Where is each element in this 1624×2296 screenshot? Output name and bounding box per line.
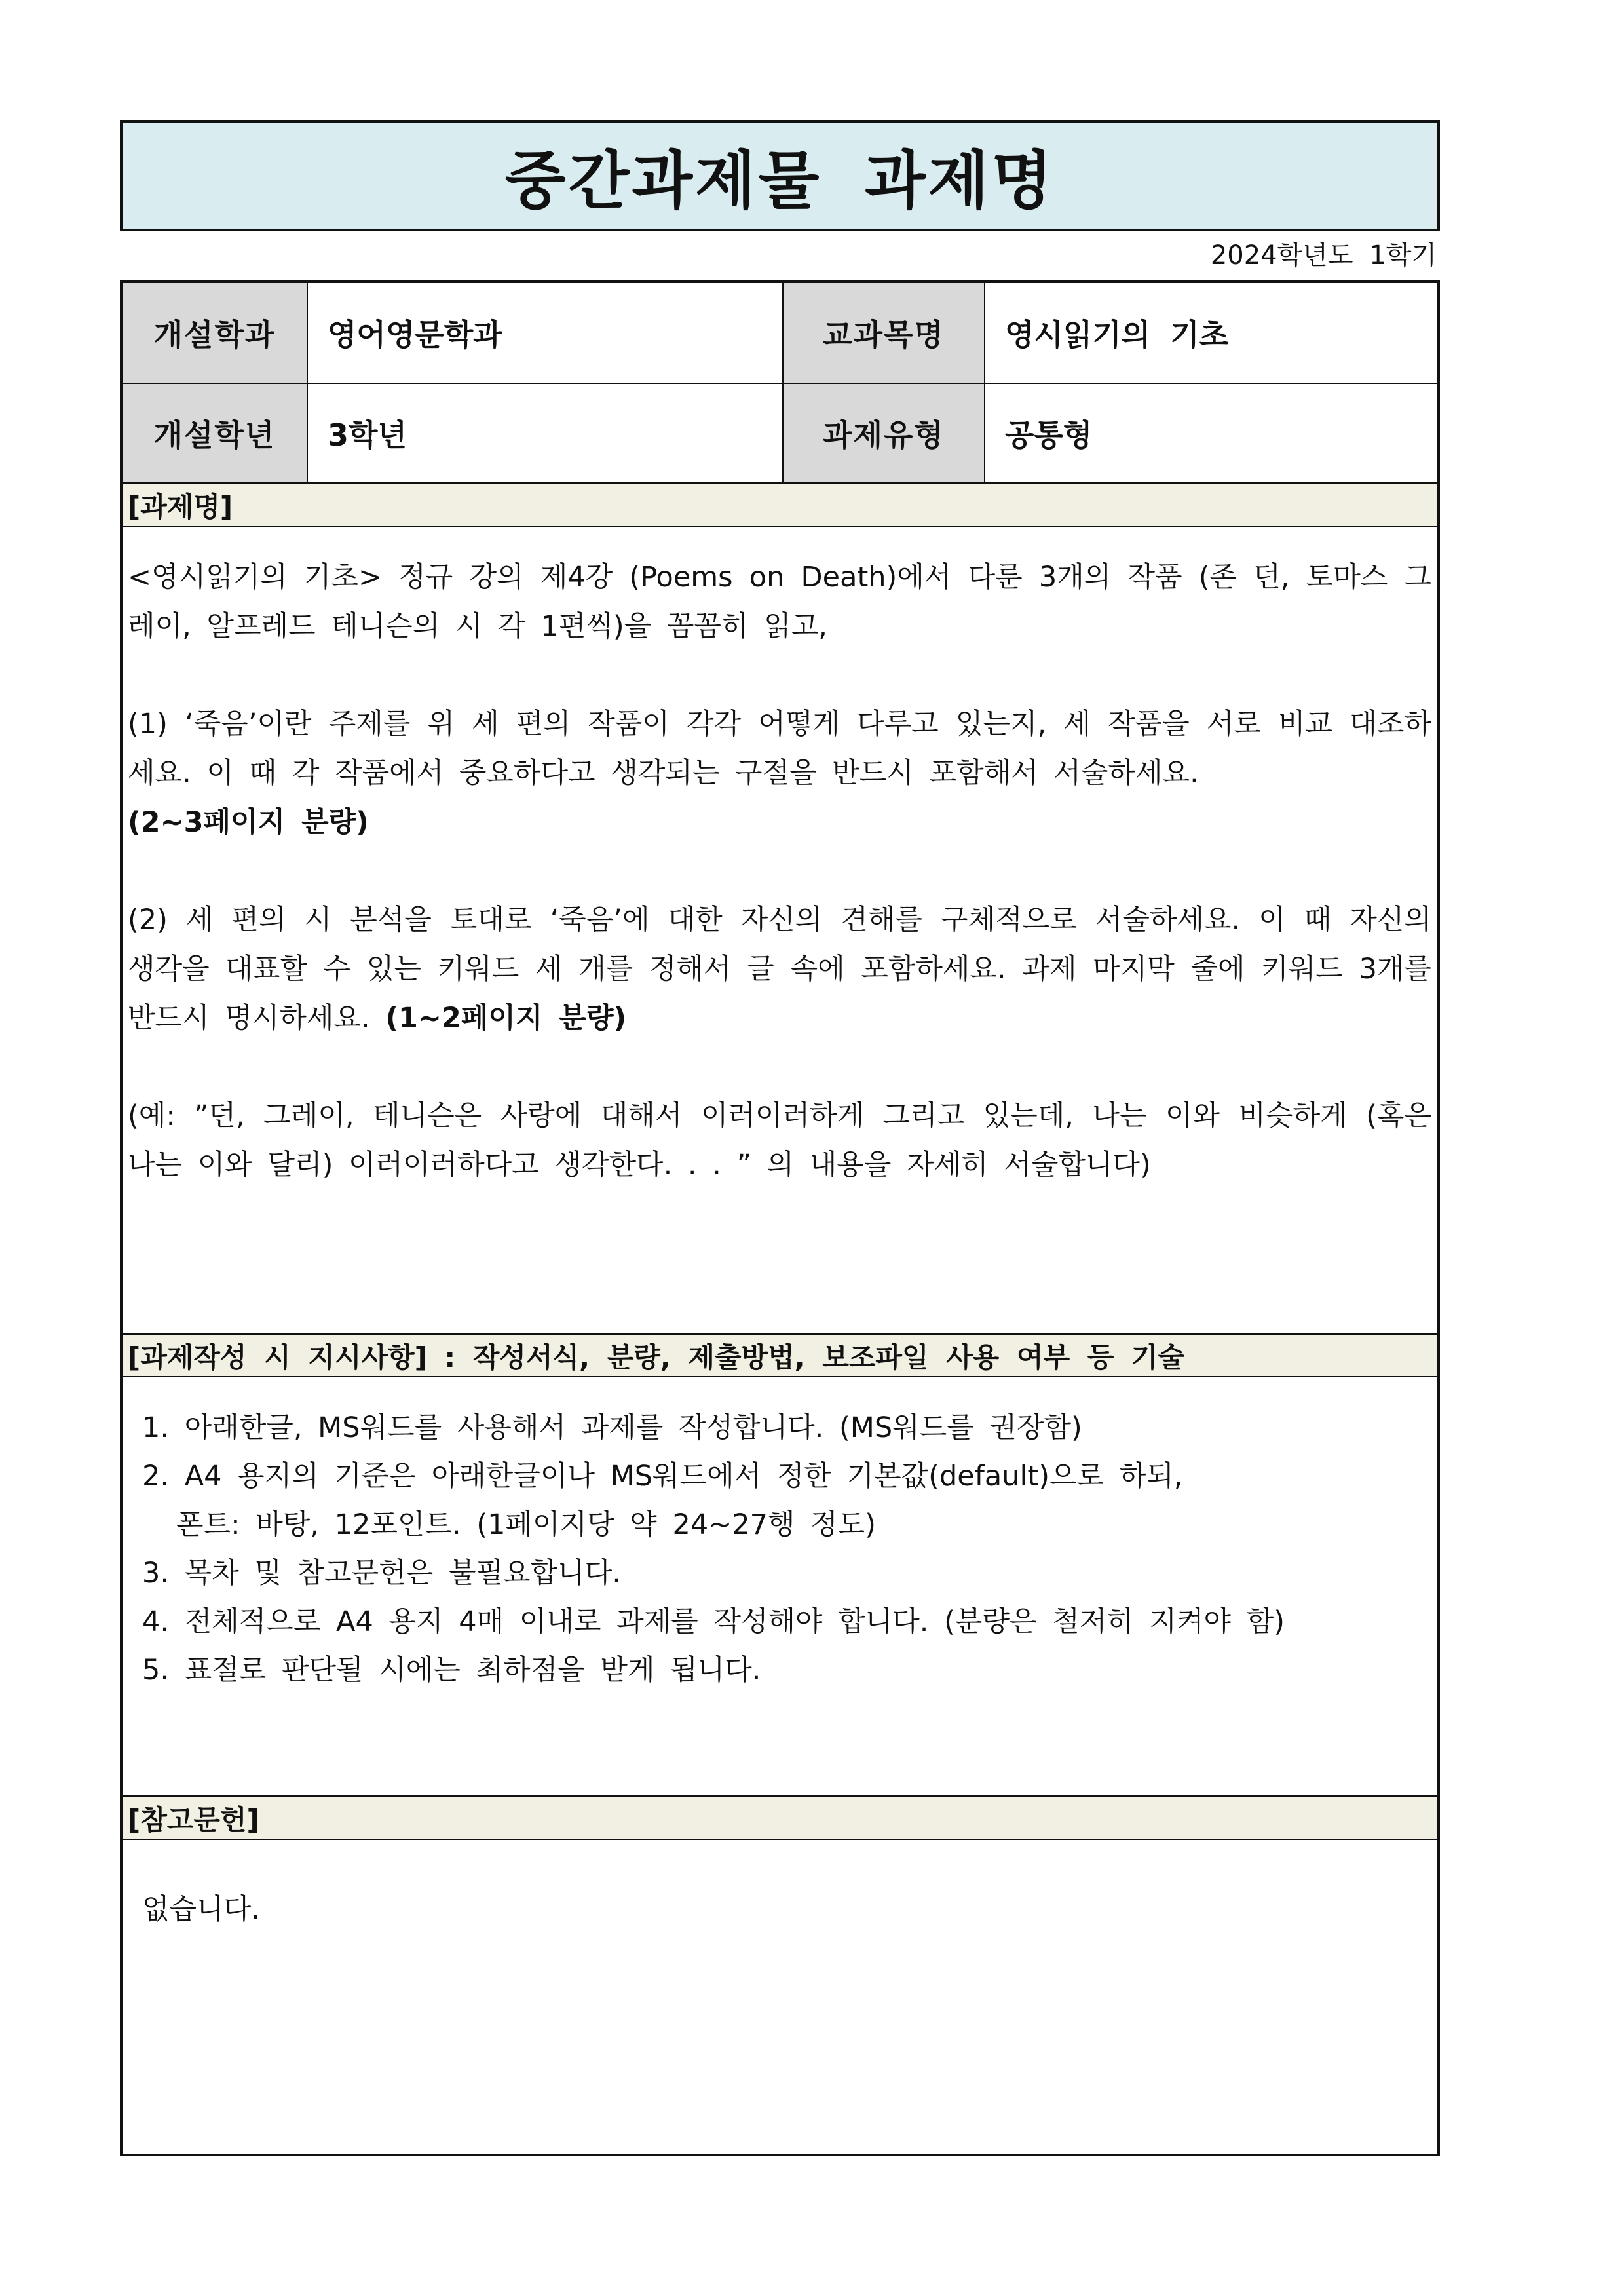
title-box [120,120,1440,231]
course-value: 영시읽기의 기초 [1005,317,1229,353]
question-2-length: (1~2페이지 분량) [385,1002,627,1035]
assignment-header: [과제명] [123,482,1437,527]
type-value: 공통형 [1005,417,1093,453]
instruction-item-5: 5. 표절로 판단될 시에는 최하점을 받게 됩니다. [142,1654,761,1687]
example-text: (예: ”던, 그레이, 테니슨은 사랑에 대해서 이러이러하게 그리고 있는데, 나는 이와 비슷하게 (혹은 나는 이와 달리) 이러이러하다고 생각한다. . . ” 의 내용을 자세히 서술합니다) [128,1100,1431,1181]
semester-label: 2024학년도 1학기 [1210,240,1437,271]
references-header: [참고문헌] [123,1795,1437,1840]
instruction-item-2-font: 폰트: 바탕, 12포인트. (1페이지당 약 24~27행 정도) [176,1508,876,1541]
instruction-item-2: 2. A4 용지의 기준은 아래한글이나 MS워드에서 정한 기본값(default)으로 하되, [142,1460,1183,1493]
assignment-intro: <영시읽기의 기초> 정규 강의 제4강 (Poems on Death)에서 다룬 3개의 작품 (존 던, 토마스 그레이, 알프레드 테니슨의 시 각 1편씩)을 꼼꼼히 읽고, [128,561,1431,643]
type-label: 과제유형 [784,384,985,482]
question-2-text: (2) 세 편의 시 분석을 토대로 ‘죽음’에 대한 자신의 견해를 구체적으로 서술하세요. 이 때 자신의 생각을 대표할 수 있는 키워드 세 개를 정해서 글 속에 포함하세요. 과제 마지막 줄에 키워드 3개를 반드시 명시하세요. [128,904,1431,1035]
assignment-form [120,280,1440,2156]
question-1-length: (2~3페이지 분량) [128,806,369,839]
page-title: 중간과제물 과제명 [504,144,1055,218]
instruction-item-4: 4. 전체적으로 A4 용지 4매 이내로 과제를 작성해야 합니다. (분량은 철저히 지켜야 함) [142,1605,1285,1638]
question-2 [128,896,1431,1043]
info-row-2 [123,384,1437,482]
year-value: 3학년 [308,384,784,482]
info-row-1 [123,283,1437,384]
course-label: 교과목명 [784,283,985,383]
instructions-header: [과제작성 시 지시사항] : 작성서식, 분량, 제출방법, 보조파일 사용 여부 등 기술 [123,1333,1437,1377]
question-1: (1) ‘죽음’이란 주제를 위 세 편의 작품이 각각 어떻게 다루고 있는지, 세 작품을 서로 비교 대조하세요. 이 때 각 작품에서 중요하다고 생각되는 구절을 반드시 포함해서 서술하세요. [128,708,1431,790]
instructions-list [142,1404,1420,1694]
department-value: 영어영문학과 [308,283,784,383]
assignment-body [128,553,1431,1190]
instruction-item-3: 3. 목차 및 참고문헌은 불필요합니다. [142,1557,621,1590]
year-label: 개설학년 [123,384,308,482]
instruction-item-1: 1. 아래한글, MS워드를 사용해서 과제를 작성합니다. (MS워드를 권장함) [142,1411,1082,1444]
references-body: 없습니다. [142,1893,260,1926]
department-label: 개설학과 [123,283,308,383]
